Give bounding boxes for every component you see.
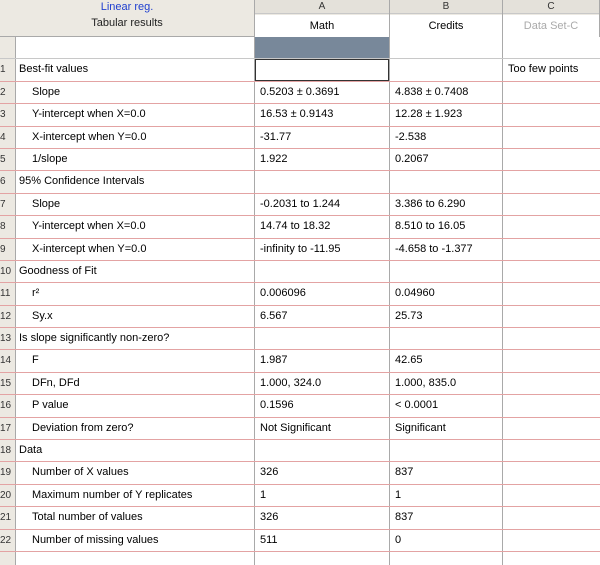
cell-b[interactable]: 1: [390, 485, 503, 506]
row-label[interactable]: 95% Confidence Intervals: [16, 171, 255, 192]
cell-c[interactable]: [503, 552, 600, 565]
cell-a[interactable]: -0.2031 to 1.244: [255, 194, 390, 215]
cell-c[interactable]: [503, 82, 600, 103]
cell-b[interactable]: -2.538: [390, 127, 503, 148]
cell-c[interactable]: [503, 395, 600, 416]
cell-b[interactable]: [390, 59, 503, 80]
row-label[interactable]: DFn, DFd: [16, 373, 255, 394]
cell-a[interactable]: 16.53 ± 0.9143: [255, 104, 390, 125]
row-number[interactable]: 7: [0, 194, 16, 215]
cell-b[interactable]: 0: [390, 530, 503, 551]
cell-b[interactable]: 42.65: [390, 350, 503, 371]
table-row: [0, 216, 600, 238]
cell-c[interactable]: [503, 194, 600, 215]
cell-a[interactable]: [255, 440, 390, 461]
results-table: [0, 37, 600, 565]
table-row: [0, 530, 600, 552]
cell-c[interactable]: [503, 37, 600, 58]
row-number[interactable]: 13: [0, 328, 16, 349]
cell-a[interactable]: 511: [255, 530, 390, 551]
cell-b[interactable]: [390, 440, 503, 461]
cell-c[interactable]: [503, 306, 600, 327]
row-label[interactable]: F: [16, 350, 255, 371]
cell-a[interactable]: 1.922: [255, 149, 390, 170]
row-number[interactable]: 17: [0, 418, 16, 439]
cell-a[interactable]: 0.5203 ± 0.3691: [255, 82, 390, 103]
row-label[interactable]: Goodness of Fit: [16, 261, 255, 282]
row-label[interactable]: [16, 552, 255, 565]
row-number[interactable]: 11: [0, 283, 16, 304]
cell-c[interactable]: [503, 350, 600, 371]
table-row: [0, 239, 600, 261]
column-name: Credits: [390, 15, 502, 37]
cell-c[interactable]: [503, 440, 600, 461]
row-number[interactable]: 16: [0, 395, 16, 416]
row-number[interactable]: 9: [0, 239, 16, 260]
table-row: [0, 507, 600, 529]
row-number[interactable]: 22: [0, 530, 16, 551]
cell-b[interactable]: 4.838 ± 0.7408: [390, 82, 503, 103]
cell-c[interactable]: [503, 462, 600, 483]
row-number[interactable]: 21: [0, 507, 16, 528]
cell-a[interactable]: [255, 59, 390, 80]
cell-c[interactable]: [503, 418, 600, 439]
row-label[interactable]: Best-fit values: [16, 59, 255, 80]
table-row: [0, 104, 600, 126]
column-header-c[interactable]: [503, 0, 600, 37]
cell-a[interactable]: 1.987: [255, 350, 390, 371]
row-label[interactable]: r²: [16, 283, 255, 304]
table-row: [0, 149, 600, 171]
cell-c[interactable]: [503, 507, 600, 528]
cell-c[interactable]: [503, 104, 600, 125]
row-label[interactable]: Maximum number of Y replicates: [16, 485, 255, 506]
column-name: Math: [255, 15, 389, 37]
cell-a[interactable]: 1.000, 324.0: [255, 373, 390, 394]
column-letter: A: [255, 0, 389, 14]
row-label[interactable]: P value: [16, 395, 255, 416]
cell-c[interactable]: [503, 149, 600, 170]
row-number[interactable]: 18: [0, 440, 16, 461]
cell-c[interactable]: [503, 216, 600, 237]
column-letter: B: [390, 0, 502, 14]
cell-c[interactable]: [503, 328, 600, 349]
table-row: [0, 485, 600, 507]
row-number[interactable]: 19: [0, 462, 16, 483]
cell-a[interactable]: 1: [255, 485, 390, 506]
table-row: [0, 462, 600, 484]
row-label[interactable]: 1/slope: [16, 149, 255, 170]
cell-c[interactable]: [503, 485, 600, 506]
column-header-b[interactable]: [390, 0, 503, 37]
table-row: [0, 350, 600, 372]
table-row: [0, 283, 600, 305]
table-row: [0, 37, 600, 59]
cell-b[interactable]: [390, 261, 503, 282]
cell-b[interactable]: -4.658 to -1.377: [390, 239, 503, 260]
row-number[interactable]: 3: [0, 104, 16, 125]
cell-c[interactable]: [503, 239, 600, 260]
row-label[interactable]: Deviation from zero?: [16, 418, 255, 439]
row-label[interactable]: Y-intercept when X=0.0: [16, 104, 255, 125]
cell-a[interactable]: 326: [255, 507, 390, 528]
cell-b[interactable]: Significant: [390, 418, 503, 439]
row-label[interactable]: Number of X values: [16, 462, 255, 483]
cell-b[interactable]: 0.2067: [390, 149, 503, 170]
table-row: [0, 127, 600, 149]
row-label[interactable]: [16, 37, 255, 58]
row-label[interactable]: Slope: [16, 82, 255, 103]
table-row: [0, 328, 600, 350]
cell-b[interactable]: 8.510 to 16.05: [390, 216, 503, 237]
cell-b[interactable]: [390, 37, 503, 58]
row-number[interactable]: 6: [0, 171, 16, 192]
row-label[interactable]: Is slope significantly non-zero?: [16, 328, 255, 349]
cell-a[interactable]: [255, 552, 390, 565]
table-row: [0, 418, 600, 440]
column-header-a[interactable]: [255, 0, 390, 37]
table-row: [0, 552, 600, 565]
cell-a[interactable]: -infinity to -11.95: [255, 239, 390, 260]
cell-b[interactable]: 837: [390, 507, 503, 528]
cell-b[interactable]: [390, 552, 503, 565]
row-number[interactable]: 2: [0, 82, 16, 103]
sheet-title-header: [0, 0, 255, 37]
cell-a[interactable]: [255, 261, 390, 282]
cell-b[interactable]: 837: [390, 462, 503, 483]
cell-a[interactable]: [255, 328, 390, 349]
table-row: [0, 171, 600, 193]
cell-a[interactable]: [255, 171, 390, 192]
cell-b[interactable]: 25.73: [390, 306, 503, 327]
row-label[interactable]: X-intercept when Y=0.0: [16, 127, 255, 148]
cell-a[interactable]: Not Significant: [255, 418, 390, 439]
cell-b[interactable]: 12.28 ± 1.923: [390, 104, 503, 125]
cell-b[interactable]: [390, 171, 503, 192]
table-row: [0, 306, 600, 328]
cell-a[interactable]: [255, 37, 390, 58]
cell-c[interactable]: [503, 373, 600, 394]
sheet-subtitle: Tabular results: [91, 17, 163, 29]
cell-a[interactable]: -31.77: [255, 127, 390, 148]
row-number[interactable]: [0, 552, 16, 565]
row-number[interactable]: 15: [0, 373, 16, 394]
table-row: [0, 194, 600, 216]
cell-c[interactable]: [503, 127, 600, 148]
cell-a[interactable]: 0.006096: [255, 283, 390, 304]
cell-b[interactable]: 0.04960: [390, 283, 503, 304]
row-number[interactable]: 1: [0, 59, 16, 80]
cell-c[interactable]: [503, 530, 600, 551]
column-letter: C: [503, 0, 599, 14]
cell-b[interactable]: < 0.0001: [390, 395, 503, 416]
row-label[interactable]: X-intercept when Y=0.0: [16, 239, 255, 260]
cell-c[interactable]: [503, 283, 600, 304]
cell-a[interactable]: 14.74 to 18.32: [255, 216, 390, 237]
cell-a[interactable]: 0.1596: [255, 395, 390, 416]
cell-b[interactable]: 3.386 to 6.290: [390, 194, 503, 215]
cell-c[interactable]: Too few points: [508, 63, 579, 76]
column-name: Data Set-C: [503, 15, 599, 37]
row-number[interactable]: 12: [0, 306, 16, 327]
row-label[interactable]: Y-intercept when X=0.0: [16, 216, 255, 237]
row-number[interactable]: [0, 37, 16, 58]
row-label[interactable]: Sy.x: [16, 306, 255, 327]
row-number[interactable]: 4: [0, 127, 16, 148]
row-number[interactable]: 10: [0, 261, 16, 282]
table-row: [0, 261, 600, 283]
table-row: [0, 440, 600, 462]
row-label[interactable]: Data: [16, 440, 255, 461]
analysis-title-link[interactable]: Linear reg.: [100, 1, 154, 13]
cell-a[interactable]: 6.567: [255, 306, 390, 327]
table-row: [0, 82, 600, 104]
cell-c[interactable]: [503, 261, 600, 282]
cell-c[interactable]: [503, 171, 600, 192]
cell-b[interactable]: [390, 328, 503, 349]
row-number[interactable]: 20: [0, 485, 16, 506]
table-row: [0, 395, 600, 417]
cell-b[interactable]: 1.000, 835.0: [390, 373, 503, 394]
row-number[interactable]: 5: [0, 149, 16, 170]
row-label[interactable]: Number of missing values: [16, 530, 255, 551]
row-number[interactable]: 14: [0, 350, 16, 371]
table-row: [0, 59, 600, 81]
cell-a[interactable]: 326: [255, 462, 390, 483]
row-number[interactable]: 8: [0, 216, 16, 237]
row-label[interactable]: Slope: [16, 194, 255, 215]
row-label[interactable]: Total number of values: [16, 507, 255, 528]
table-row: [0, 373, 600, 395]
